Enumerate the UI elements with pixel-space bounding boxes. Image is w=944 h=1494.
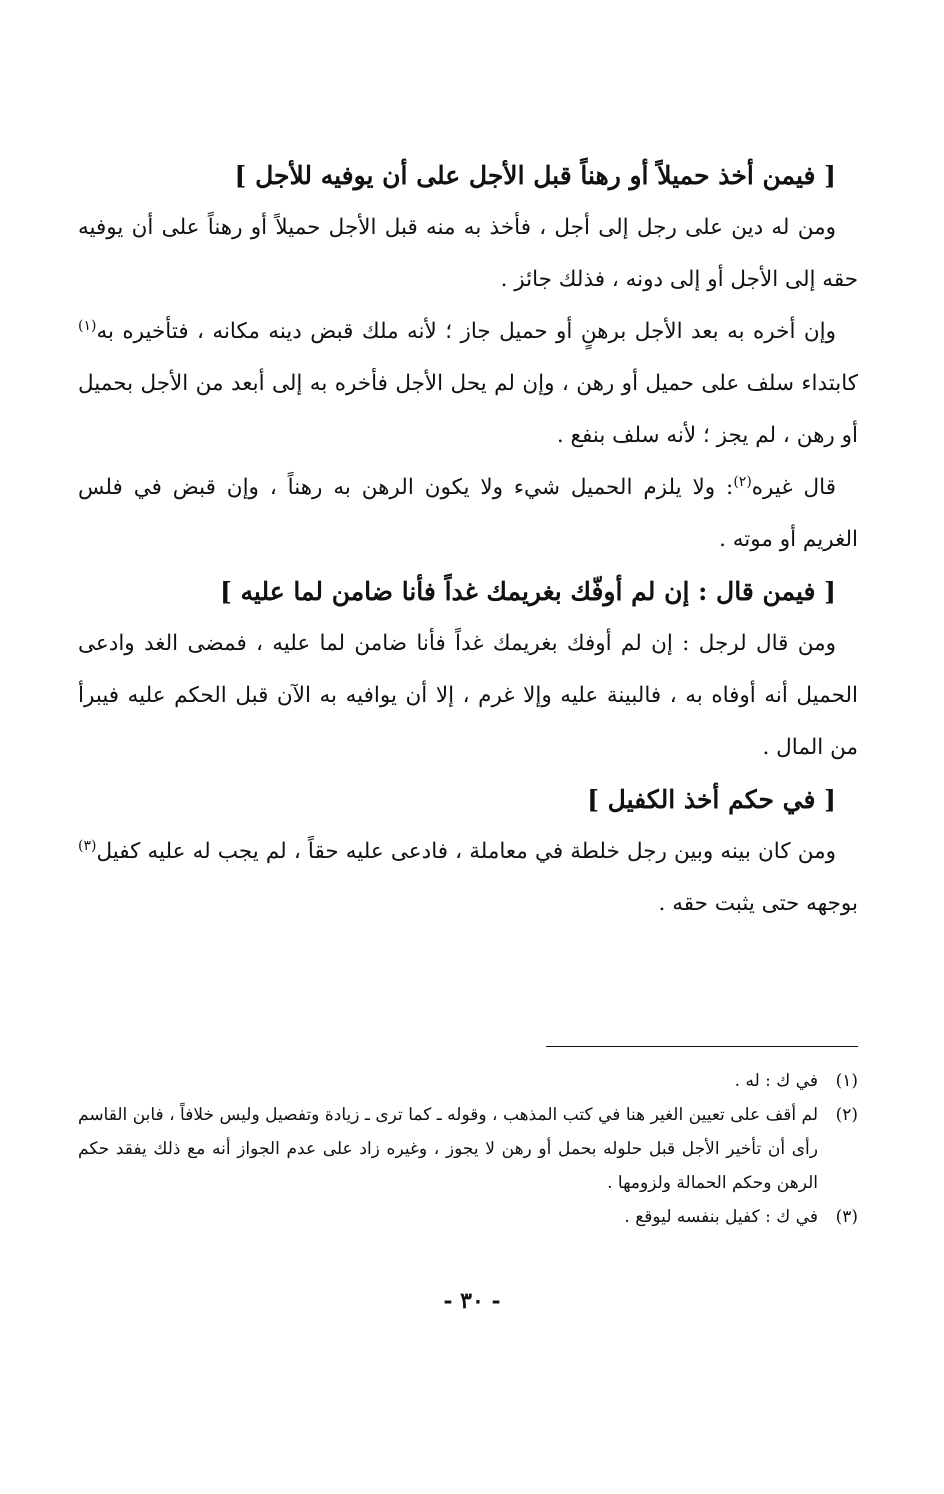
footnote-text: في ك : له . xyxy=(734,1071,818,1091)
page-number: - ٣٠ - xyxy=(443,1288,501,1314)
footnotes xyxy=(78,1064,858,1234)
footnote-text: في ك : كفيل بنفسه ليوقع . xyxy=(624,1207,818,1227)
paragraph-text: بوجهه حتى يثبت حقه . xyxy=(658,891,858,916)
paragraph-text: : ولا يلزم الحميل شيء ولا يكون الرهن به رهناً ، وإن قبض في فلس الغريم أو موته . xyxy=(78,475,858,552)
section-heading: [ فيمن أخذ حميلاً أو رهناً قبل الأجل على أن يوفيه للأجل ] xyxy=(234,161,836,190)
footnote-divider xyxy=(546,1046,858,1047)
paragraph-text: ومن كان بينه وبين رجل خلطة في معاملة ، فادعى عليه حقاً ، لم يجب له عليه كفيل xyxy=(96,839,836,864)
footnote-text: لم أقف على تعيين الغير هنا في كتب المذهب ، وقوله ـ كما ترى ـ زيادة وتفصيل وليس خلافاً ، فابن القاسم رأى أن تأخير الأجل قبل حلوله بحمل أو رهن لا يجوز ، وغيره زاد على عدم الجواز أنه مع ذلك يفقد حكم الرهن وحكم الحمالة ولزومها . xyxy=(78,1105,818,1193)
footnote-ref[interactable]: (١) xyxy=(78,317,97,334)
footnote xyxy=(78,1064,858,1098)
paragraph xyxy=(78,202,858,306)
paragraph xyxy=(78,826,858,930)
paragraph xyxy=(78,306,858,462)
footnote-number: (١) xyxy=(835,1071,858,1091)
paragraph xyxy=(78,618,858,774)
paragraph-text: ومن قال لرجل : إن لم أوفك بغريمك غداً فأنا ضامن لما عليه ، فمضى الغد وادعى الحميل أنه أوفاه به ، فالبينة عليه وإلا غرم ، إلا أن يوافيه به الآن قبل الحكم عليه فيبرأ من المال . xyxy=(78,631,858,760)
footnote-number: (٣) xyxy=(835,1207,858,1227)
paragraph-text: قال غيره xyxy=(751,475,836,500)
footnote xyxy=(78,1200,858,1234)
paragraph-text: ومن له دين على رجل إلى أجل ، فأخذ به منه قبل الأجل حميلاً أو رهناً على أن يوفيه حقه إلى الأجل أو إلى دونه ، فذلك جائز . xyxy=(78,215,858,292)
main-text xyxy=(78,150,858,930)
section-heading: [ فيمن قال : إن لم أوفّك بغريمك غداً فأنا ضامن لما عليه ] xyxy=(219,577,836,606)
footnote-number: (٢) xyxy=(835,1105,858,1125)
footnote xyxy=(78,1098,858,1200)
paragraph xyxy=(78,462,858,566)
section-heading: [ في حكم أخذ الكفيل ] xyxy=(587,785,836,814)
paragraph-text: وإن أخره به بعد الأجل برهنٍ أو حميل جاز ؛ لأنه ملك قبض دينه مكانه ، فتأخيره به xyxy=(96,319,836,344)
paragraph-text: كابتداء سلف على حميل أو رهن ، وإن لم يحل الأجل فأخره به إلى أبعد من الأجل بحميل أو رهن ، لم يجز ؛ لأنه سلف بنفع . xyxy=(78,371,858,448)
footnote-ref[interactable]: (٣) xyxy=(78,837,97,854)
footnote-ref[interactable]: (٢) xyxy=(733,473,752,490)
